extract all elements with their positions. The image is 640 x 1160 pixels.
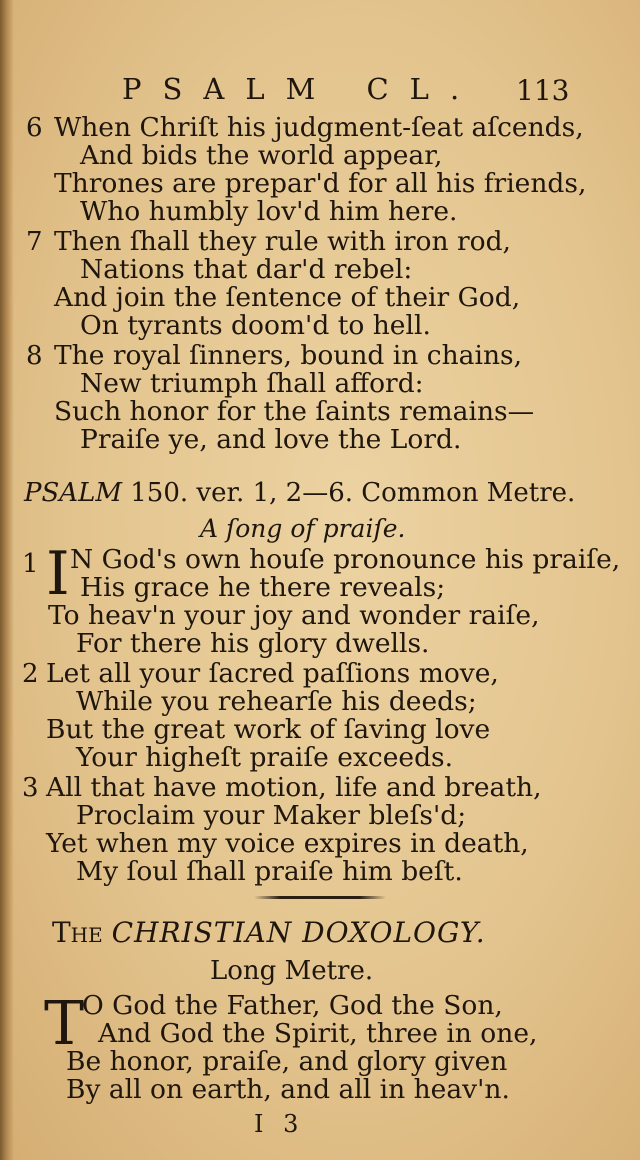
page-gutter-edge	[0, 0, 14, 1160]
verse-line: Such honor for the ſaints remains—	[54, 396, 535, 427]
verse-line: And bids the world appear,	[80, 140, 443, 171]
verse-number: 6	[26, 113, 43, 143]
verse-line: Yet when my voice expires in death,	[46, 828, 529, 859]
verse-line: Be honor, praiſe, and glory given	[66, 1046, 508, 1077]
verse-line: For there his glory dwells.	[76, 628, 430, 659]
verse-line: Praiſe ye, and love the Lord.	[80, 424, 462, 455]
verse-line: My ſoul ſhall praiſe him beſt.	[76, 856, 463, 887]
drop-cap: I	[46, 539, 70, 609]
psalm-label: PSALM	[24, 478, 122, 508]
verse-line: Your higheſt praiſe exceeds.	[76, 742, 454, 773]
verse-line: His grace he there reveals;	[80, 572, 446, 603]
verse-line: To heav'n your joy and wonder raiſe,	[48, 600, 540, 631]
verse-line: On tyrants doom'd to hell.	[80, 310, 431, 341]
verse-line: Proclaim your Maker bleſs'd;	[76, 800, 467, 831]
page-number: 113	[516, 74, 570, 107]
verse-line: By all on earth, and all in heav'n.	[66, 1074, 510, 1105]
verse-line: O God the Father, God the Son,	[82, 990, 503, 1021]
doxology-title	[52, 916, 486, 949]
verse-line: When Chriſt his judgment-ſeat aſcends,	[54, 112, 584, 143]
running-title: PSALM CL.	[122, 72, 481, 106]
drop-cap: T	[44, 989, 85, 1059]
verse-line: Nations that dar'd rebel:	[80, 254, 413, 285]
verse-line: New triumph ſhall afford:	[80, 368, 424, 399]
verse-number: 8	[26, 341, 43, 371]
verse-line: But the great work of ſaving love	[46, 714, 491, 745]
verse-number: 3	[22, 773, 39, 803]
running-header	[0, 72, 640, 112]
verse-line: And God the Spirit, three in one,	[98, 1018, 538, 1049]
section-divider	[254, 896, 386, 899]
verse-line: While you rehearſe his deeds;	[76, 686, 477, 717]
verse-number: 7	[26, 227, 43, 257]
doxology-title-prefix: The	[52, 916, 103, 949]
verse-line: N God's own houſe pronounce his praiſe,	[70, 544, 621, 575]
verse-number: 2	[22, 659, 39, 689]
verse-line: Then ſhall they rule with iron rod,	[54, 226, 511, 257]
verse-line: And join the ſentence of their God,	[54, 282, 521, 313]
verse-line: Let all your ſacred paſſions move,	[46, 658, 499, 689]
verse-line: Who humbly lov'd him here.	[80, 196, 458, 227]
psalm-150-heading	[24, 478, 575, 508]
psalm-heading-rest: 150. ver. 1, 2—6. Common Metre.	[121, 478, 576, 508]
verse-number: 1	[22, 549, 39, 579]
verse-line: All that have motion, life and breath,	[46, 772, 542, 803]
verse-line: Thrones are prepar'd for all his friends,	[54, 168, 587, 199]
doxology-title-main: CHRISTIAN DOXOLOGY.	[111, 916, 486, 949]
signature-mark: I 3	[254, 1110, 305, 1138]
verse-line: The royal ſinners, bound in chains,	[54, 340, 523, 371]
doxology-metre: Long Metre.	[210, 956, 374, 986]
psalm-150-subtitle: A ſong of praiſe.	[200, 514, 406, 543]
